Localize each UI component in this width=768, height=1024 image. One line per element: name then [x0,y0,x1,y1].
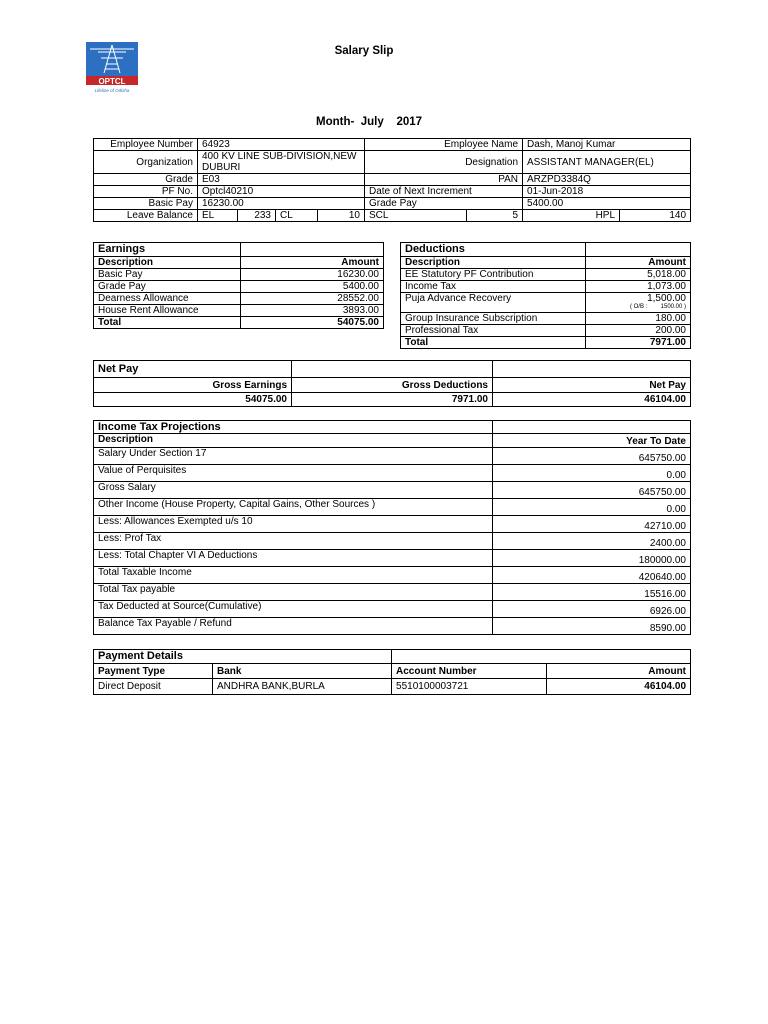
net-pay-table [93,360,691,407]
table-row [94,567,691,584]
deduction-amount: 5,018.00 [586,269,691,281]
hpl-label: HPL [523,210,620,222]
tax-value: 15516.00 [493,584,691,601]
designation-value: ASSISTANT MANAGER(EL) [523,151,691,174]
table-row [401,269,691,281]
gross-earnings-value: 54075.00 [94,393,292,407]
table-row [401,281,691,293]
deductions-col-amount: Amount [586,257,691,269]
earning-desc: Grade Pay [94,281,241,293]
deduction-amount: 200.00 [586,325,691,337]
earnings-col-amount: Amount [241,257,384,269]
earnings-table [93,242,384,329]
deduction-desc: Puja Advance Recovery [401,293,586,313]
tax-value: 420640.00 [493,567,691,584]
earnings-title: Earnings [94,243,241,257]
table-row [94,293,384,305]
basic-pay-label: Basic Pay [94,198,198,210]
emp-number-value: 64923 [198,139,365,151]
tax-value: 0.00 [493,499,691,516]
tax-value: 0.00 [493,465,691,482]
tax-desc: Balance Tax Payable / Refund [94,618,493,635]
earning-desc: House Rent Allowance [94,305,241,317]
emp-name-value: Dash, Manoj Kumar [523,139,691,151]
tax-col-ytd: Year To Date [493,434,691,448]
grade-pay-value: 5400.00 [523,198,691,210]
earnings-total-value: 54075.00 [241,317,384,329]
table-row [94,601,691,618]
earnings-title-blank [241,243,384,257]
deductions-title-blank [586,243,691,257]
tax-col-description: Description [94,434,493,448]
table-row [401,293,691,313]
pay-month: Month- July 2017 [316,116,423,128]
leave-balance-label: Leave Balance [94,210,198,222]
earning-desc: Dearness Allowance [94,293,241,305]
increment-value: 01-Jun-2018 [523,186,691,198]
table-row [94,499,691,516]
pf-value: Optcl40210 [198,186,365,198]
cl-label: CL [276,210,318,222]
tax-desc: Less: Allowances Exempted u/s 10 [94,516,493,533]
svg-text:OPTCL: OPTCL [98,77,126,86]
tax-value: 645750.00 [493,482,691,499]
emp-number-label: Employee Number [94,139,198,151]
payment-type-value: Direct Deposit [94,679,213,695]
deduction-desc: Income Tax [401,281,586,293]
scl-label: SCL [365,210,467,222]
tax-value: 8590.00 [493,618,691,635]
el-value: 233 [238,210,276,222]
payment-col-bank: Bank [213,664,392,679]
net-pay-label: Net Pay [493,378,691,393]
employee-info-table [93,138,691,222]
svg-text:Lifeline of Odisha: Lifeline of Odisha [94,88,130,93]
payment-details-title-blank [392,650,691,664]
page-title: Salary Slip [334,45,394,57]
payment-bank-value: ANDHRA BANK,BURLA [213,679,392,695]
emp-name-label: Employee Name [365,139,523,151]
earning-amount: 5400.00 [241,281,384,293]
net-pay-title: Net Pay [94,361,292,378]
gross-earnings-label: Gross Earnings [94,378,292,393]
pf-label: PF No. [94,186,198,198]
table-row [94,679,691,695]
gross-deductions-label: Gross Deductions [292,378,493,393]
table-row [94,269,384,281]
net-pay-value: 46104.00 [493,393,691,407]
ob-value: 1500.00 ) [660,304,686,310]
table-row [94,465,691,482]
gross-deductions-value: 7971.00 [292,393,493,407]
net-pay-title-blank [292,361,493,378]
table-row [401,325,691,337]
deductions-col-description: Description [401,257,586,269]
tax-desc: Less: Prof Tax [94,533,493,550]
tax-desc: Total Taxable Income [94,567,493,584]
tax-value: 645750.00 [493,448,691,465]
grade-label: Grade [94,174,198,186]
earning-amount: 3893.00 [241,305,384,317]
cl-value: 10 [318,210,365,222]
deduction-amount: 1,500.00 [647,293,686,304]
tax-desc: Other Income (House Property, Capital Gains, Other Sources ) [94,499,493,516]
table-row [94,516,691,533]
deduction-amount-cell [586,293,691,313]
organization-value [198,151,365,174]
table-row [94,448,691,465]
deductions-title: Deductions [401,243,586,257]
tax-desc: Gross Salary [94,482,493,499]
payment-details-title: Payment Details [94,650,392,664]
pan-label: PAN [365,174,523,186]
table-row [94,618,691,635]
organization-line-2: DUBURI [202,162,241,173]
deductions-total-label: Total [401,337,586,349]
income-tax-table [93,420,691,635]
increment-label: Date of Next Increment [365,186,523,198]
table-row [94,550,691,567]
deductions-table [400,242,691,349]
table-row [401,313,691,325]
designation-label: Designation [365,151,523,174]
tax-desc: Salary Under Section 17 [94,448,493,465]
tax-desc: Less: Total Chapter VI A Deductions [94,550,493,567]
net-pay-title-blank [493,361,691,378]
earning-amount: 16230.00 [241,269,384,281]
basic-pay-value: 16230.00 [198,198,365,210]
earning-amount: 28552.00 [241,293,384,305]
table-row [94,281,384,293]
grade-value: E03 [198,174,365,186]
earning-desc: Basic Pay [94,269,241,281]
tax-value: 180000.00 [493,550,691,567]
tax-desc: Total Tax payable [94,584,493,601]
income-tax-title: Income Tax Projections [94,421,493,434]
deduction-desc: Group Insurance Subscription [401,313,586,325]
table-row [94,533,691,550]
table-row [94,482,691,499]
deduction-desc: Professional Tax [401,325,586,337]
deduction-amount: 180.00 [586,313,691,325]
outstanding-balance [590,304,686,310]
tax-value: 42710.00 [493,516,691,533]
el-label: EL [198,210,238,222]
tax-value: 6926.00 [493,601,691,618]
deduction-amount: 1,073.00 [586,281,691,293]
table-row [94,584,691,601]
organization-label: Organization [94,151,198,174]
payment-amount-value: 46104.00 [547,679,691,695]
earnings-total-label: Total [94,317,241,329]
payment-col-amount: Amount [547,664,691,679]
payment-account-value: 5510100003721 [392,679,547,695]
ob-label: ( O/B : [629,304,648,310]
payment-col-account: Account Number [392,664,547,679]
grade-pay-label: Grade Pay [365,198,523,210]
tax-desc: Value of Perquisites [94,465,493,482]
organization-line-1: 400 KV LINE SUB-DIVISION,NEW [202,151,357,162]
deduction-desc: EE Statutory PF Contribution [401,269,586,281]
income-tax-title-blank [493,421,691,434]
pan-value: ARZPD3384Q [523,174,691,186]
payment-details-table [93,649,691,695]
deductions-total-value: 7971.00 [586,337,691,349]
tax-value: 2400.00 [493,533,691,550]
table-row [94,305,384,317]
payment-col-type: Payment Type [94,664,213,679]
earnings-col-description: Description [94,257,241,269]
tax-desc: Tax Deducted at Source(Cumulative) [94,601,493,618]
scl-value: 5 [467,210,523,222]
hpl-value: 140 [620,210,691,222]
